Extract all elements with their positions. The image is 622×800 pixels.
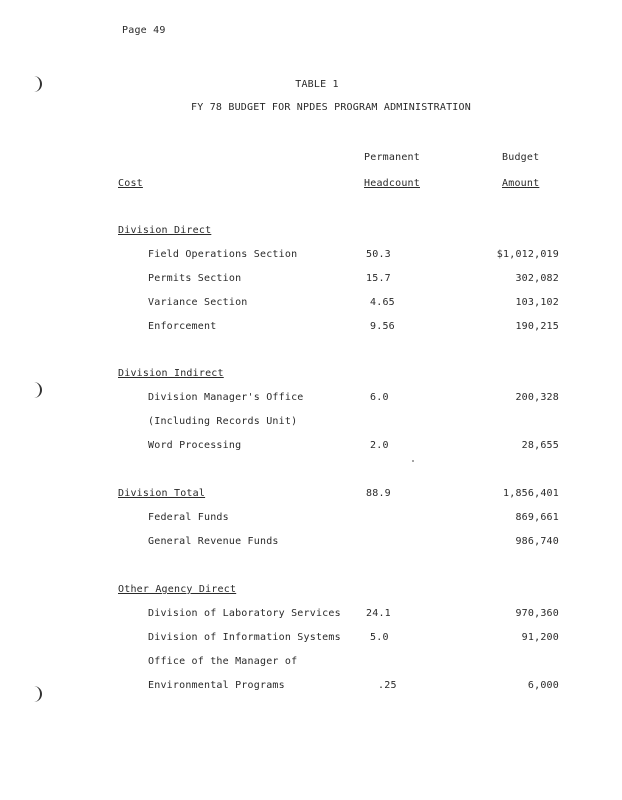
row-label: Permits Section	[148, 273, 242, 284]
row-amount: 190,215	[515, 321, 559, 332]
row-label: General Revenue Funds	[148, 536, 279, 547]
row-amount: 970,360	[515, 608, 559, 619]
row-label: Federal Funds	[148, 512, 229, 523]
binder-hole-middle	[26, 382, 42, 398]
row-amount: 1,856,401	[503, 488, 559, 499]
row-label: Division of Laboratory Services	[148, 608, 341, 619]
section-heading-other-agency-direct: Other Agency Direct	[118, 584, 237, 595]
row-amount: 91,200	[521, 632, 559, 643]
section-heading-division-total: Division Total	[118, 488, 206, 499]
header-headcount-line1: Permanent	[364, 152, 420, 163]
binder-hole-bottom	[26, 686, 42, 702]
row-headcount: 88.9	[366, 488, 391, 499]
row-headcount: 50.3	[366, 249, 391, 260]
section-heading-division-direct: Division Direct	[118, 225, 212, 236]
row-label: Enforcement	[148, 321, 217, 332]
header-headcount-line2: Headcount	[364, 178, 420, 189]
row-label: Variance Section	[148, 297, 248, 308]
row-headcount: 6.0	[370, 392, 389, 403]
row-label: Environmental Programs	[148, 680, 285, 691]
row-label: Field Operations Section	[148, 249, 298, 260]
header-cost: Cost	[118, 178, 143, 189]
row-amount: 986,740	[515, 536, 559, 547]
row-headcount: 24.1	[366, 608, 391, 619]
row-headcount: 2.0	[370, 440, 389, 451]
row-headcount: 5.0	[370, 632, 389, 643]
row-amount: 103,102	[515, 297, 559, 308]
row-label: Division Manager's Office	[148, 392, 304, 403]
row-label: Division of Information Systems	[148, 632, 341, 643]
header-budget-line2: Amount	[502, 178, 540, 189]
row-headcount: 9.56	[370, 321, 395, 332]
row-amount: $1,012,019	[496, 249, 559, 260]
section-heading-division-indirect: Division Indirect	[118, 368, 224, 379]
row-headcount: 4.65	[370, 297, 395, 308]
page-label: Page 49	[122, 25, 166, 36]
row-headcount: 15.7	[366, 273, 391, 284]
header-budget-line1: Budget	[502, 152, 540, 163]
row-label: (Including Records Unit)	[148, 416, 298, 427]
row-amount: 6,000	[527, 680, 559, 691]
row-amount: 28,655	[521, 440, 559, 451]
table-title: TABLE 1	[295, 79, 339, 90]
row-amount: 869,661	[515, 512, 559, 523]
row-amount: 302,082	[515, 273, 559, 284]
row-headcount: .25	[378, 680, 397, 691]
table-subtitle: FY 78 BUDGET FOR NPDES PROGRAM ADMINISTRATION	[191, 102, 471, 113]
scan-speck	[412, 460, 414, 462]
row-label: Office of the Manager of	[148, 656, 298, 667]
row-label: Word Processing	[148, 440, 242, 451]
row-amount: 200,328	[515, 392, 559, 403]
